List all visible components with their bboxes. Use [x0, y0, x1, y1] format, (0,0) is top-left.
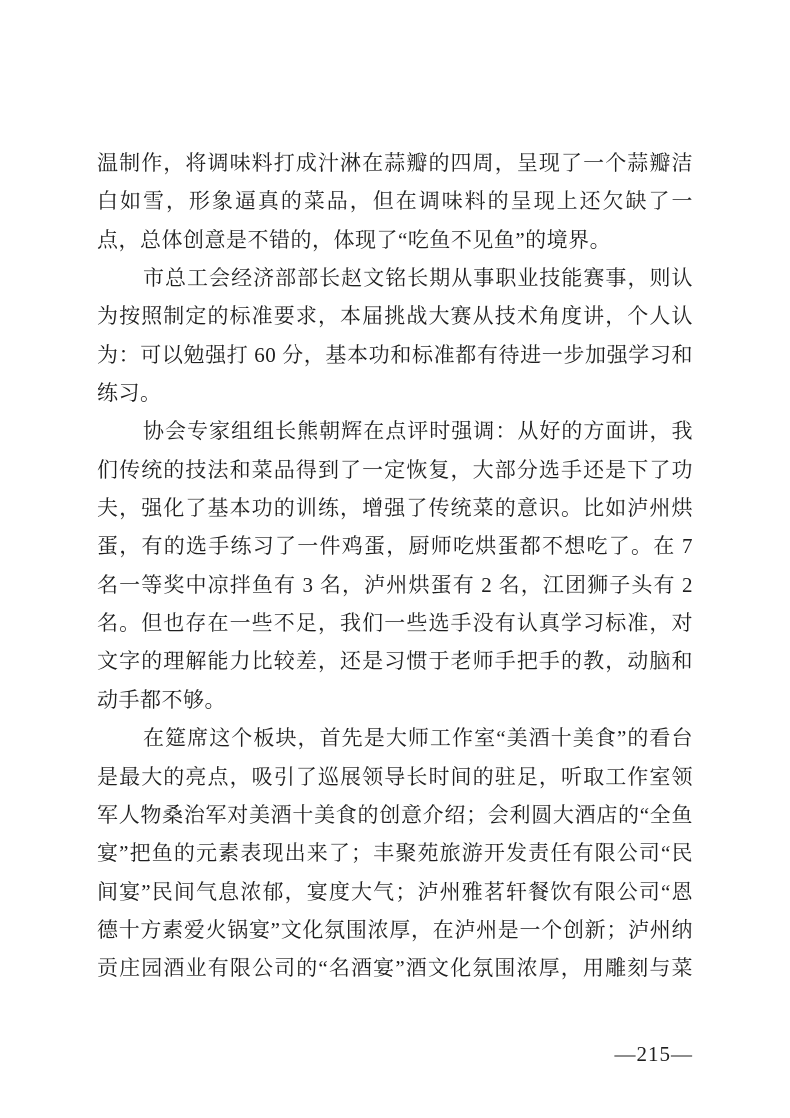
- text-line: 点，总体创意是不错的，体现了“吃鱼不见鱼”的境界。: [97, 227, 612, 252]
- text-line: 贡庄园酒业有限公司的“名酒宴”酒文化氛围浓厚，用雕刻与菜: [97, 956, 693, 981]
- text-line: 宴”把鱼的元素表现出来了；丰聚苑旅游开发责任有限公司“民: [97, 841, 693, 866]
- text-line: 军人物桑治军对美酒十美食的创意介绍；会利圆大酒店的“全鱼: [97, 802, 693, 827]
- paragraph-2: [97, 259, 693, 412]
- text-line: 名。但也存在一些不足，我们一些选手没有认真学习标准，对: [97, 611, 693, 636]
- text-line: 在筵席这个板块，首先是大师工作室“美酒十美食”的看台: [143, 726, 693, 751]
- page-footer: [97, 1042, 693, 1067]
- paragraph-1: [97, 144, 693, 259]
- text-line: 为：可以勉强打 60 分，基本功和标准都有待进一步加强学习和: [97, 342, 693, 367]
- text-line: 们传统的技法和菜品得到了一定恢复，大部分选手还是下了功: [97, 457, 693, 482]
- text-line: 德十方素爱火锅宴”文化氛围浓厚，在泸州是一个创新；泸州纳: [97, 917, 693, 942]
- text-line: 动手都不够。: [97, 687, 226, 712]
- text-line: 蛋，有的选手练习了一件鸡蛋，厨师吃烘蛋都不想吃了。在 7: [97, 534, 693, 559]
- text-line: 间宴”民间气息浓郁，宴度大气；泸州雅茗轩餐饮有限公司“恩: [97, 879, 693, 904]
- text-line: 市总工会经济部部长赵文铭长期从事职业技能赛事，则认: [143, 266, 693, 291]
- text-line: 名一等奖中凉拌鱼有 3 名，泸州烘蛋有 2 名，江团狮子头有 2: [97, 572, 693, 597]
- text-line: 练习。: [97, 381, 162, 406]
- text-block: [97, 144, 693, 988]
- page-number: —215—: [614, 1042, 693, 1066]
- text-line: 是最大的亮点，吸引了巡展领导长时间的驻足，听取工作室领: [97, 764, 693, 789]
- paragraph-4: [97, 719, 693, 987]
- paragraph-3: [97, 412, 693, 719]
- text-line: 为按照制定的标准要求，本届挑战大赛从技术角度讲，个人认: [97, 304, 693, 329]
- text-line: 白如雪，形象逼真的菜品，但在调味料的呈现上还欠缺了一: [97, 189, 693, 214]
- text-line: 温制作，将调味料打成汁淋在蒜瓣的四周，呈现了一个蒜瓣洁: [97, 151, 693, 175]
- text-line: 协会专家组组长熊朝辉在点评时强调：从好的方面讲，我: [143, 419, 693, 444]
- text-line: 夫，强化了基本功的训练，增强了传统菜的意识。比如泸州烘: [97, 496, 693, 521]
- text-line: 文字的理解能力比较差，还是习惯于老师手把手的教，动脑和: [97, 649, 693, 674]
